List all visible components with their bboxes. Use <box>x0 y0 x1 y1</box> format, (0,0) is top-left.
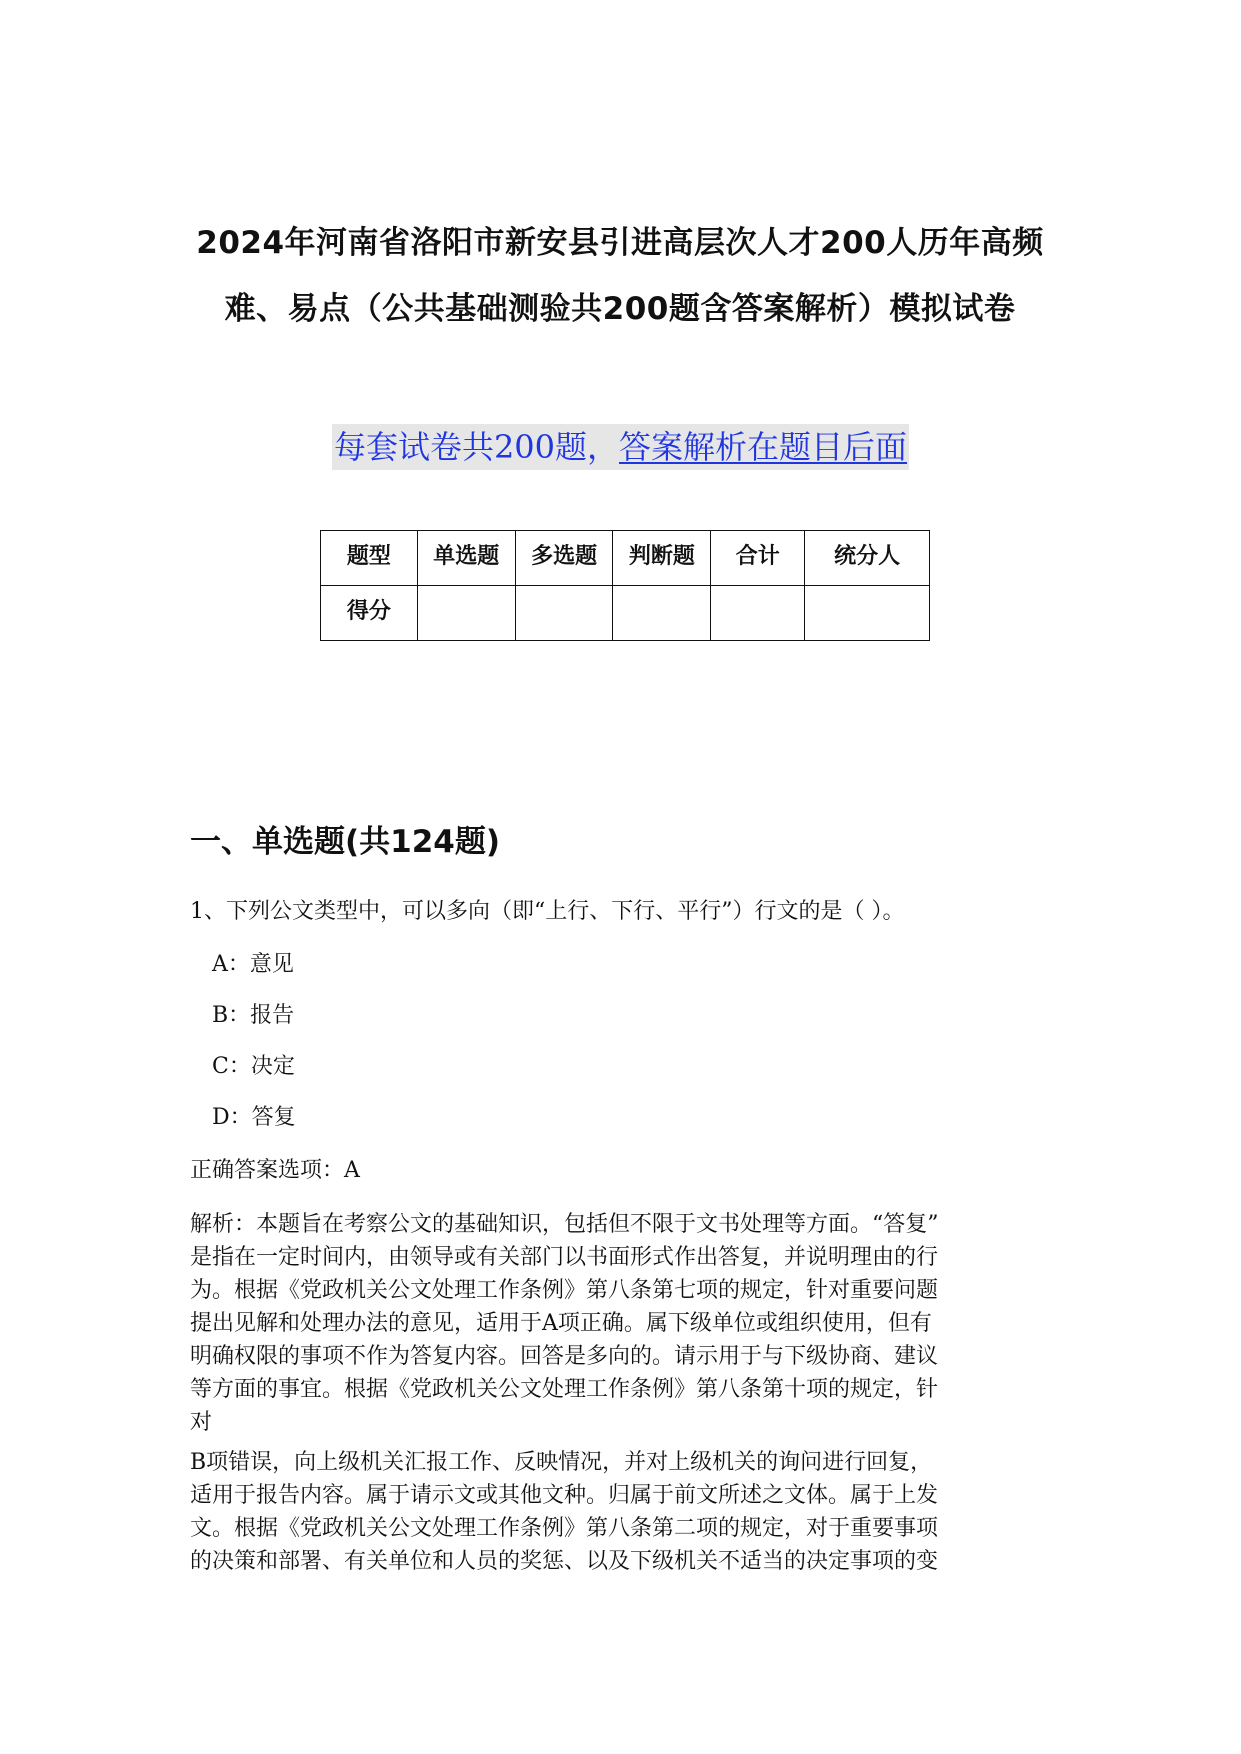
analysis-line: 文。根据《党政机关公文处理工作条例》第八条第二项的规定，对于重要事项 <box>190 1516 939 1541</box>
analysis-paragraph <box>190 1208 1042 1439</box>
analysis-line: 解析：本题旨在考察公文的基础知识，包括但不限于文书处理等方面。“答复” <box>190 1212 939 1237</box>
score-cell-true-false <box>613 586 711 641</box>
score-header-cell: 多选题 <box>515 531 613 586</box>
score-cell-multi-choice <box>515 586 613 641</box>
option-d <box>212 1101 296 1152</box>
score-table-header-row <box>321 531 930 586</box>
answer-location-link[interactable]: 答案解析在题目后面 <box>619 428 908 466</box>
analysis-line: 对 <box>190 1410 213 1435</box>
score-cell-total <box>711 586 805 641</box>
analysis-line: 明确权限的事项不作为答复内容。回答是多向的。请示用于与下级协商、建议 <box>190 1344 939 1369</box>
option-text: 答复 <box>251 1105 296 1130</box>
analysis-line: 适用于报告内容。属于请示文或其他文种。归属于前文所述之文体。属于上发 <box>190 1483 939 1508</box>
section-heading: 一、单选题(共124题) <box>190 824 501 860</box>
score-header-cell: 单选题 <box>417 531 515 586</box>
analysis-line: 为。根据《党政机关公文处理工作条例》第八条第七项的规定，针对重要问题 <box>190 1278 939 1303</box>
score-header-cell: 题型 <box>321 531 418 586</box>
score-table <box>320 530 930 641</box>
score-header-cell: 判断题 <box>613 531 711 586</box>
option-text: 意见 <box>249 952 294 977</box>
score-table-row <box>321 586 930 641</box>
option-text: 决定 <box>250 1054 295 1079</box>
document-title-line2: 难、易点（公共基础测验共200题含答案解析）模拟试卷 <box>224 291 1016 327</box>
option-b <box>212 999 296 1050</box>
score-cell-grader <box>805 586 930 641</box>
option-letter: B： <box>212 1003 251 1028</box>
document-title <box>150 210 1090 342</box>
score-row-label: 得分 <box>321 586 418 641</box>
analysis-line: 提出见解和处理办法的意见，适用于A项正确。属下级单位或组织使用，但有 <box>190 1311 932 1336</box>
analysis-paragraph <box>190 1446 1042 1578</box>
score-header-cell: 统分人 <box>805 531 930 586</box>
analysis-line: 是指在一定时间内，由领导或有关部门以书面形式作出答复，并说明理由的行 <box>190 1245 939 1270</box>
correct-answer: 正确答案选项：A <box>190 1158 360 1183</box>
option-letter: A： <box>212 952 250 977</box>
option-text: 报告 <box>250 1003 295 1028</box>
score-header-cell: 合计 <box>711 531 805 586</box>
document-title-line1: 2024年河南省洛阳市新安县引进高层次人才200人历年高频 <box>196 225 1044 261</box>
option-a <box>212 948 296 999</box>
analysis-line: B项错误，向上级机关汇报工作、反映情况，并对上级机关的询问进行回复， <box>190 1450 933 1475</box>
question-text: 1、下列公文类型中，可以多向（即“上行、下行、平行”）行文的是（ ）。 <box>190 899 905 924</box>
option-list <box>212 948 296 1152</box>
option-letter: D： <box>212 1105 252 1130</box>
option-letter: C： <box>212 1054 251 1079</box>
analysis-line: 等方面的事宜。根据《党政机关公文处理工作条例》第八条第十项的规定，针 <box>190 1377 939 1402</box>
banner-prefix: 每套试卷共200题， <box>333 428 620 466</box>
analysis-line: 的决策和部署、有关单位和人员的奖惩、以及下级机关不适当的决定事项的变 <box>190 1549 939 1574</box>
question-count-banner <box>332 424 909 470</box>
banner-container <box>0 424 1241 470</box>
score-cell-single-choice <box>417 586 515 641</box>
option-c <box>212 1050 296 1101</box>
